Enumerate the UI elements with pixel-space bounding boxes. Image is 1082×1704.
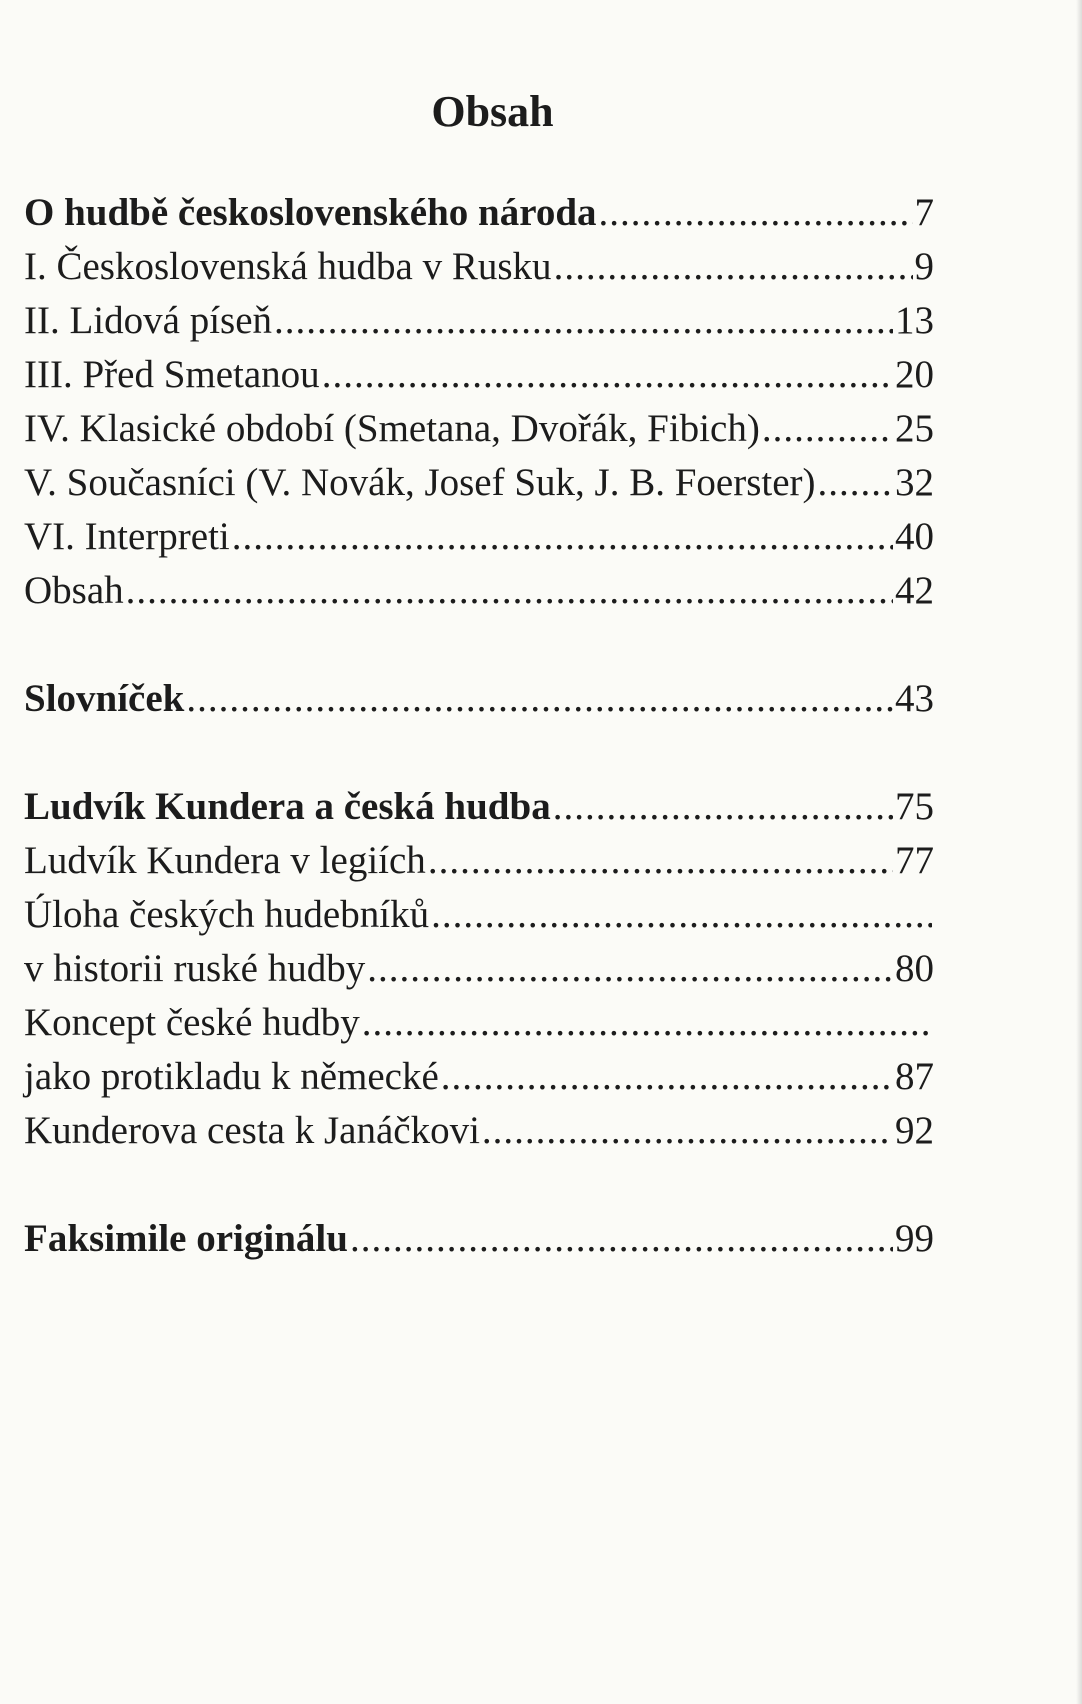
toc-leader-dots (428, 832, 893, 890)
toc-entry (24, 292, 934, 350)
toc-page-number: 43 (895, 677, 934, 720)
toc-entry (24, 1102, 934, 1160)
toc-entry (24, 832, 934, 890)
toc-entry (24, 238, 934, 296)
toc-heading-label: Slovníček (24, 677, 185, 720)
toc-entry-label: IV. Klasické období (Smetana, Dvořák, Fibich) (24, 407, 760, 450)
toc-entry-label: Úloha českých hudebníků (24, 893, 430, 936)
toc-page-number: 80 (895, 947, 934, 990)
toc-page-number: 75 (895, 785, 934, 828)
toc-leader-dots (553, 778, 893, 836)
toc-leader-dots (818, 454, 893, 512)
toc-entry-label: Kunderova cesta k Janáčkovi (24, 1109, 480, 1152)
toc-entry (24, 1048, 934, 1106)
toc-heading (24, 1210, 934, 1268)
toc-page-number: 92 (895, 1109, 934, 1152)
toc-page-number: 87 (895, 1055, 934, 1098)
toc-entry-label: V. Současníci (V. Novák, Josef Suk, J. B. Foerster) (24, 461, 816, 504)
toc-entry (24, 400, 934, 458)
toc-leader-dots (441, 1048, 893, 1106)
toc-page-number: 9 (914, 245, 934, 288)
toc-heading-label: O hudbě československého národa (24, 191, 597, 234)
page-title: Obsah (431, 87, 554, 136)
toc-entry (24, 940, 934, 998)
toc-entry (24, 508, 934, 566)
toc-leader-dots (274, 292, 893, 350)
toc-leader-dots (431, 886, 932, 944)
toc-entry (24, 454, 934, 512)
toc-heading (24, 184, 934, 242)
toc-leader-dots (554, 238, 913, 296)
toc-leader-dots (186, 670, 893, 728)
toc-page-number: 77 (895, 839, 934, 882)
toc-heading-label: Ludvík Kundera a česká hudba (24, 785, 551, 828)
toc-page-number: 42 (895, 569, 934, 612)
toc-leader-dots (762, 400, 893, 458)
toc-entry-label: v historii ruské hudby (24, 947, 366, 990)
toc-page-number: 99 (895, 1217, 934, 1260)
toc-entry-label: Koncept české hudby (24, 1001, 360, 1044)
toc-page-number: 13 (895, 299, 934, 342)
toc-page-number: 32 (895, 461, 934, 504)
toc-leader-dots (322, 346, 893, 404)
toc-heading (24, 670, 934, 728)
toc-entry-label: III. Před Smetanou (24, 353, 320, 396)
toc-heading-label: Faksimile originálu (24, 1217, 348, 1260)
toc-entry-label: Obsah (24, 569, 124, 612)
toc-leader-dots (599, 184, 913, 242)
toc-leader-dots (367, 940, 893, 998)
toc-entry-label: I. Československá hudba v Rusku (24, 245, 552, 288)
toc-page-number: 40 (895, 515, 934, 558)
toc-leader-dots (482, 1102, 893, 1160)
toc-page-number: 20 (895, 353, 934, 396)
page-edge-shadow (1076, 0, 1082, 1704)
toc-leader-dots (350, 1210, 893, 1268)
toc-entry-label: II. Lidová píseň (24, 299, 273, 342)
toc-entry (24, 562, 934, 620)
toc-entry-label: Ludvík Kundera v legiích (24, 839, 426, 882)
toc-page-number: 25 (895, 407, 934, 450)
toc-leader-dots (126, 562, 893, 620)
toc-heading (24, 778, 934, 836)
toc-leader-dots (232, 508, 893, 566)
toc-entry (24, 346, 934, 404)
toc-entry (24, 886, 934, 944)
toc-page-number: 7 (914, 191, 934, 234)
toc-entry-label: jako protikladu k německé (24, 1055, 439, 1098)
toc-entry-label: VI. Interpreti (24, 515, 230, 558)
toc-leader-dots (362, 994, 932, 1052)
toc-entry (24, 994, 934, 1052)
